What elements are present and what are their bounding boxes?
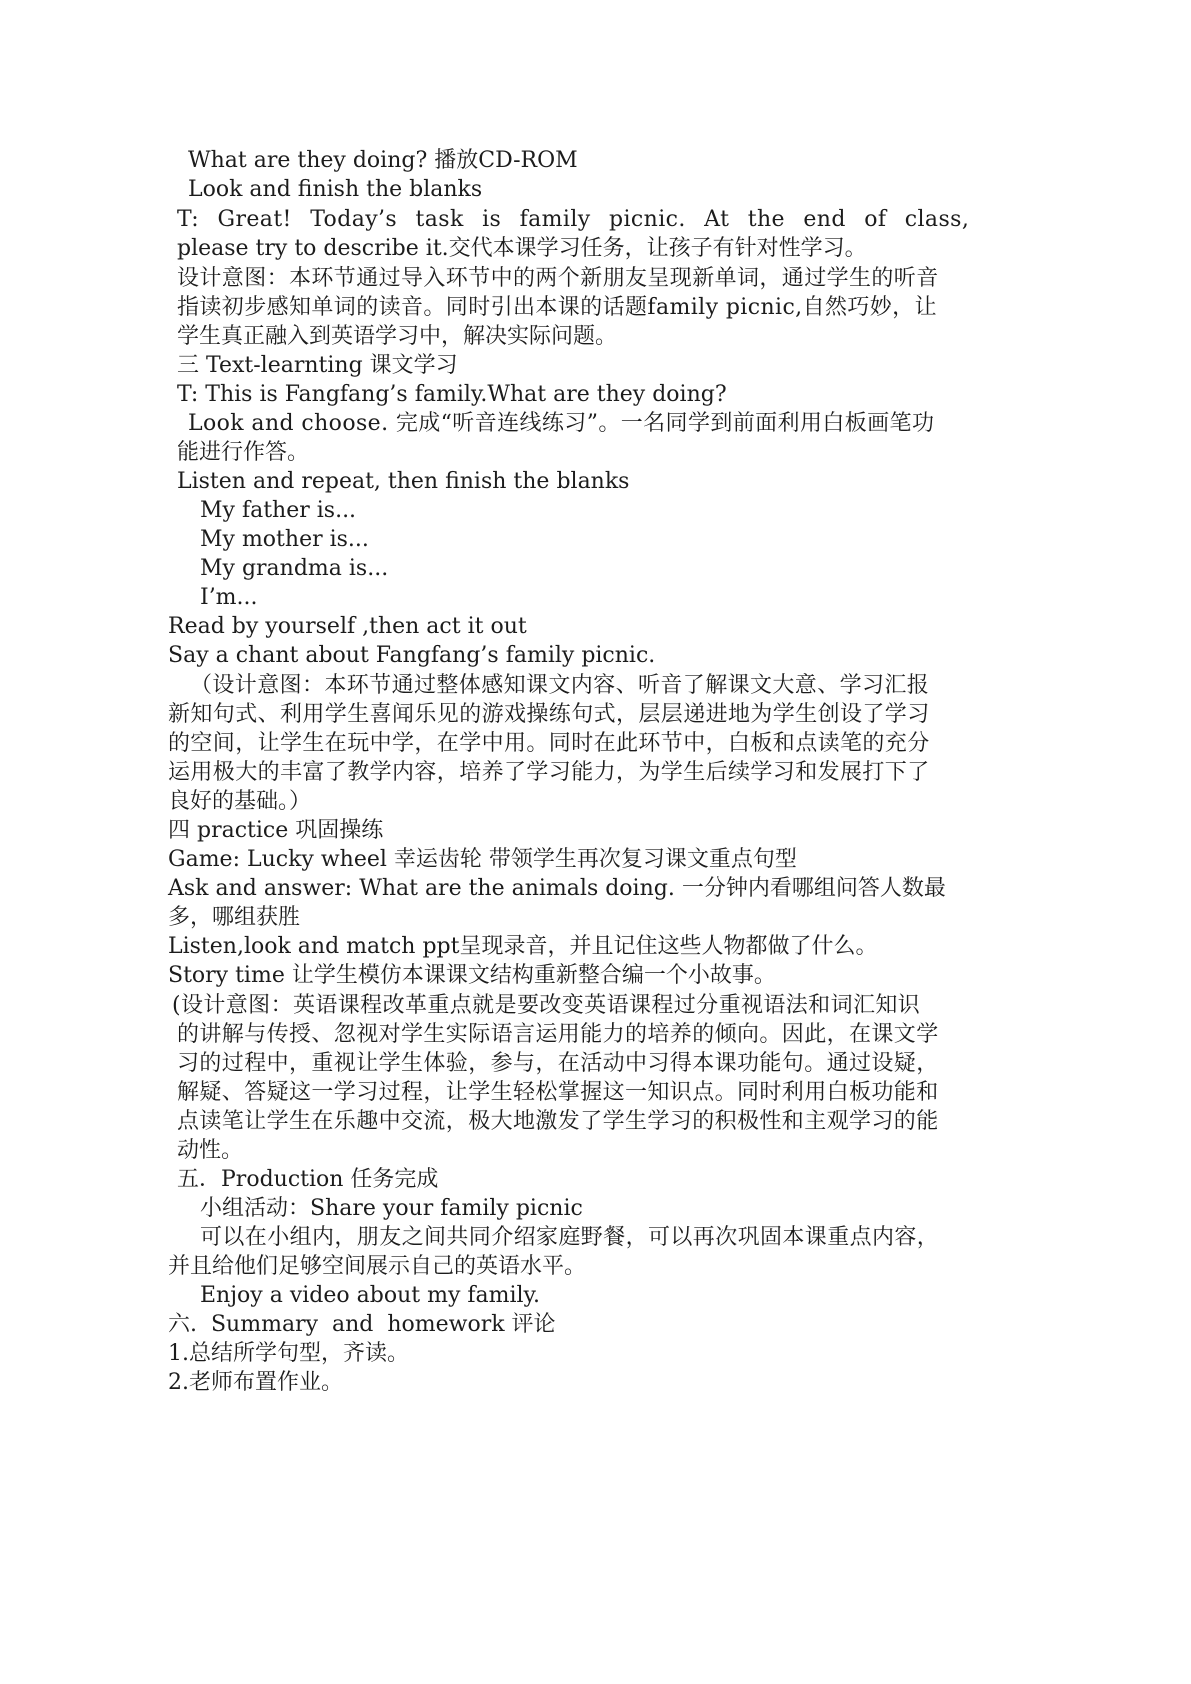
text-line: 运用极大的丰富了教学内容，培养了学习能力，为学生后续学习和发展打下了 — [168, 760, 930, 785]
text-line: What are they doing? 播放CD-ROM — [188, 148, 578, 173]
text-line: Ask and answer: What are the animals doing. 一分钟内看哪组问答人数最 — [168, 876, 946, 901]
text-line: 的空间，让学生在玩中学，在学中用。同时在此环节中，白板和点读笔的充分 — [168, 731, 930, 756]
text-line: My grandma is... — [200, 556, 389, 581]
text-line: 设计意图：本环节通过导入环节中的两个新朋友呈现新单词，通过学生的听音 — [177, 266, 939, 291]
text-line: My father is... — [200, 498, 357, 523]
text-line: Listen and repeat, then finish the blanks — [177, 469, 630, 494]
text-line: 1.总结所学句型，齐读。 — [168, 1341, 409, 1366]
text-line: Enjoy a video about my family. — [200, 1283, 541, 1308]
text-line: 并且给他们足够空间展示自己的英语水平。 — [168, 1254, 587, 1279]
text-line: T: This is Fangfang’s family.What are they doing? — [177, 382, 727, 407]
text-line: 多，哪组获胜 — [168, 905, 301, 930]
text-line: 可以在小组内，朋友之间共同介绍家庭野餐，可以再次巩固本课重点内容， — [200, 1225, 940, 1250]
text-line: please try to describe it.交代本课学习任务，让孩子有针对性学习。 — [177, 236, 867, 261]
section-heading: 六. Summary and homework 评论 — [168, 1312, 556, 1337]
text-line: Look and choose. 完成“听音连线练习”。一名同学到前面利用白板画笔功 — [188, 411, 935, 436]
text-line: T: Great! Today’s task is family picnic. At the end of class, — [177, 207, 970, 232]
text-line: Game: Lucky wheel 幸运齿轮 带领学生再次复习课文重点句型 — [168, 847, 797, 872]
text-line: 点读笔让学生在乐趣中交流，极大地激发了学生学习的积极性和主观学习的能 — [177, 1109, 939, 1134]
text-line: 的讲解与传授、忽视对学生实际语言运用能力的培养的倾向。因此，在课文学 — [177, 1022, 939, 1047]
section-heading: 三 Text-learnting 课文学习 — [177, 353, 458, 378]
text-line: 动性。 — [177, 1138, 244, 1163]
text-line: I’m... — [200, 585, 258, 610]
text-line: 小组活动：Share your family picnic — [200, 1196, 583, 1221]
text-line: 良好的基础。） — [168, 789, 312, 814]
text-line: Story time 让学生模仿本课课文结构重新整合编一个小故事。 — [168, 963, 776, 988]
text-line: （设计意图：本环节通过整体感知课文内容、听音了解课文大意、学习汇报 — [190, 673, 930, 698]
text-line: 新知句式、利用学生喜闻乐见的游戏操练句式，层层递进地为学生创设了学习 — [168, 702, 930, 727]
section-heading: 四 practice 巩固操练 — [168, 818, 384, 843]
text-line: Say a chant about Fangfang’s family picnic. — [168, 643, 656, 668]
text-line: 习的过程中，重视让学生体验，参与，在活动中习得本课功能句。通过设疑， — [177, 1051, 939, 1076]
text-line: 指读初步感知单词的读音。同时引出本课的话题family picnic,自然巧妙，让 — [177, 295, 937, 320]
text-line: My mother is... — [200, 527, 369, 552]
section-heading: 五．Production 任务完成 — [177, 1167, 439, 1192]
text-line: (设计意图：英语课程改革重点就是要改变英语课程过分重视语法和词汇知识 — [172, 993, 921, 1018]
text-line: 解疑、答疑这一学习过程，让学生轻松掌握这一知识点。同时利用白板功能和 — [177, 1080, 939, 1105]
text-line: Read by yourself ,then act it out — [168, 614, 527, 639]
text-line: 2.老师布置作业。 — [168, 1370, 343, 1395]
text-line: 能进行作答。 — [177, 440, 310, 465]
text-line: Listen,look and match ppt呈现录音，并且记住这些人物都做了什么。 — [168, 934, 878, 959]
text-line: 学生真正融入到英语学习中，解决实际问题。 — [177, 324, 618, 349]
text-line: Look and finish the blanks — [188, 177, 483, 202]
